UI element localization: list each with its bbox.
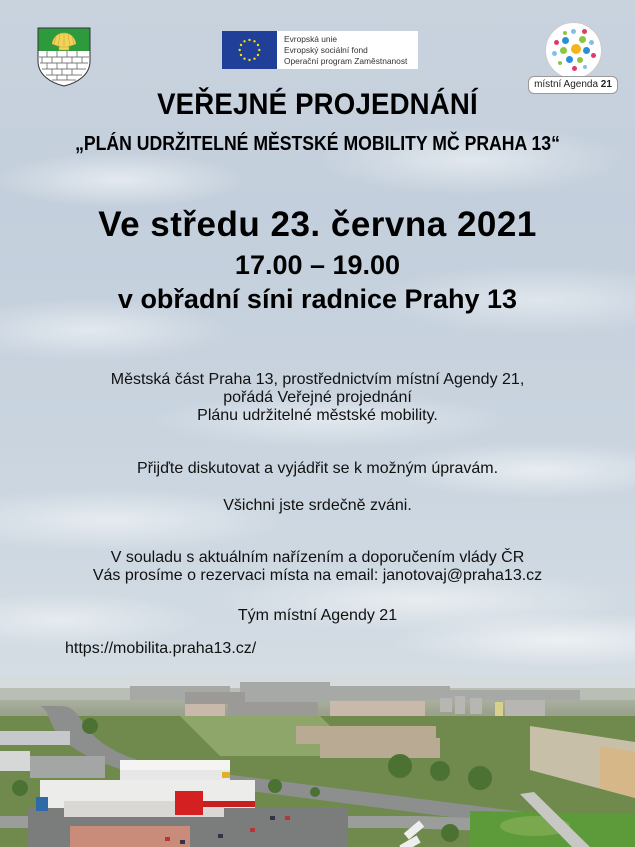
agenda21-label-text: místní Agenda	[534, 79, 601, 90]
event-time: 17.00 – 19.00	[234, 250, 401, 280]
intro-line-2: pořádá Veřejné projednání	[223, 389, 412, 406]
notice-line-2[interactable]: Vás prosíme o rezervaci místa na email: janotovaj@praha13.cz	[92, 567, 543, 584]
event-place: v obřadní síni radnice Prahy 13	[117, 284, 518, 314]
intro-line-3: Plánu udržitelné městské mobility.	[197, 407, 438, 424]
subtitle: „PLÁN UDRŽITELNÉ MĚSTSKÉ MOBILITY MČ PRAHA 13“	[75, 132, 560, 155]
agenda21-label-number: 21	[600, 79, 612, 90]
agenda21-dots-icon	[545, 22, 602, 79]
website-link[interactable]: https://mobilita.praha13.cz/	[65, 640, 257, 657]
welcome-text: Všichni jste srdečně zváni.	[223, 497, 412, 514]
eu-line-1: Evropská unie	[284, 34, 338, 44]
eu-line-2: Evropský sociální fond	[284, 45, 368, 55]
eu-line-3: Operační program Zaměstnanost	[284, 56, 408, 66]
agenda21-logo	[528, 22, 618, 94]
intro-line-1: Městská část Praha 13, prostřednictvím místní Agendy 21,	[110, 371, 525, 388]
notice-paragraph	[0, 549, 635, 585]
event-date: Ve středu 23. června 2021	[98, 205, 537, 244]
eu-esf-logo	[222, 31, 418, 69]
aerial-photo	[0, 676, 635, 847]
intro-paragraph	[0, 371, 635, 425]
invite-text: Přijďte diskutovat a vyjádřit se k možným úpravám.	[136, 460, 499, 477]
notice-line-1: V souladu s aktuálním nařízením a doporučením vlády ČR	[110, 549, 525, 566]
coat-of-arms-logo	[37, 27, 91, 87]
signature: Tým místní Agendy 21	[237, 607, 398, 624]
main-title: VEŘEJNÉ PROJEDNÁNÍ	[157, 88, 478, 121]
eu-flag-icon	[222, 31, 277, 69]
